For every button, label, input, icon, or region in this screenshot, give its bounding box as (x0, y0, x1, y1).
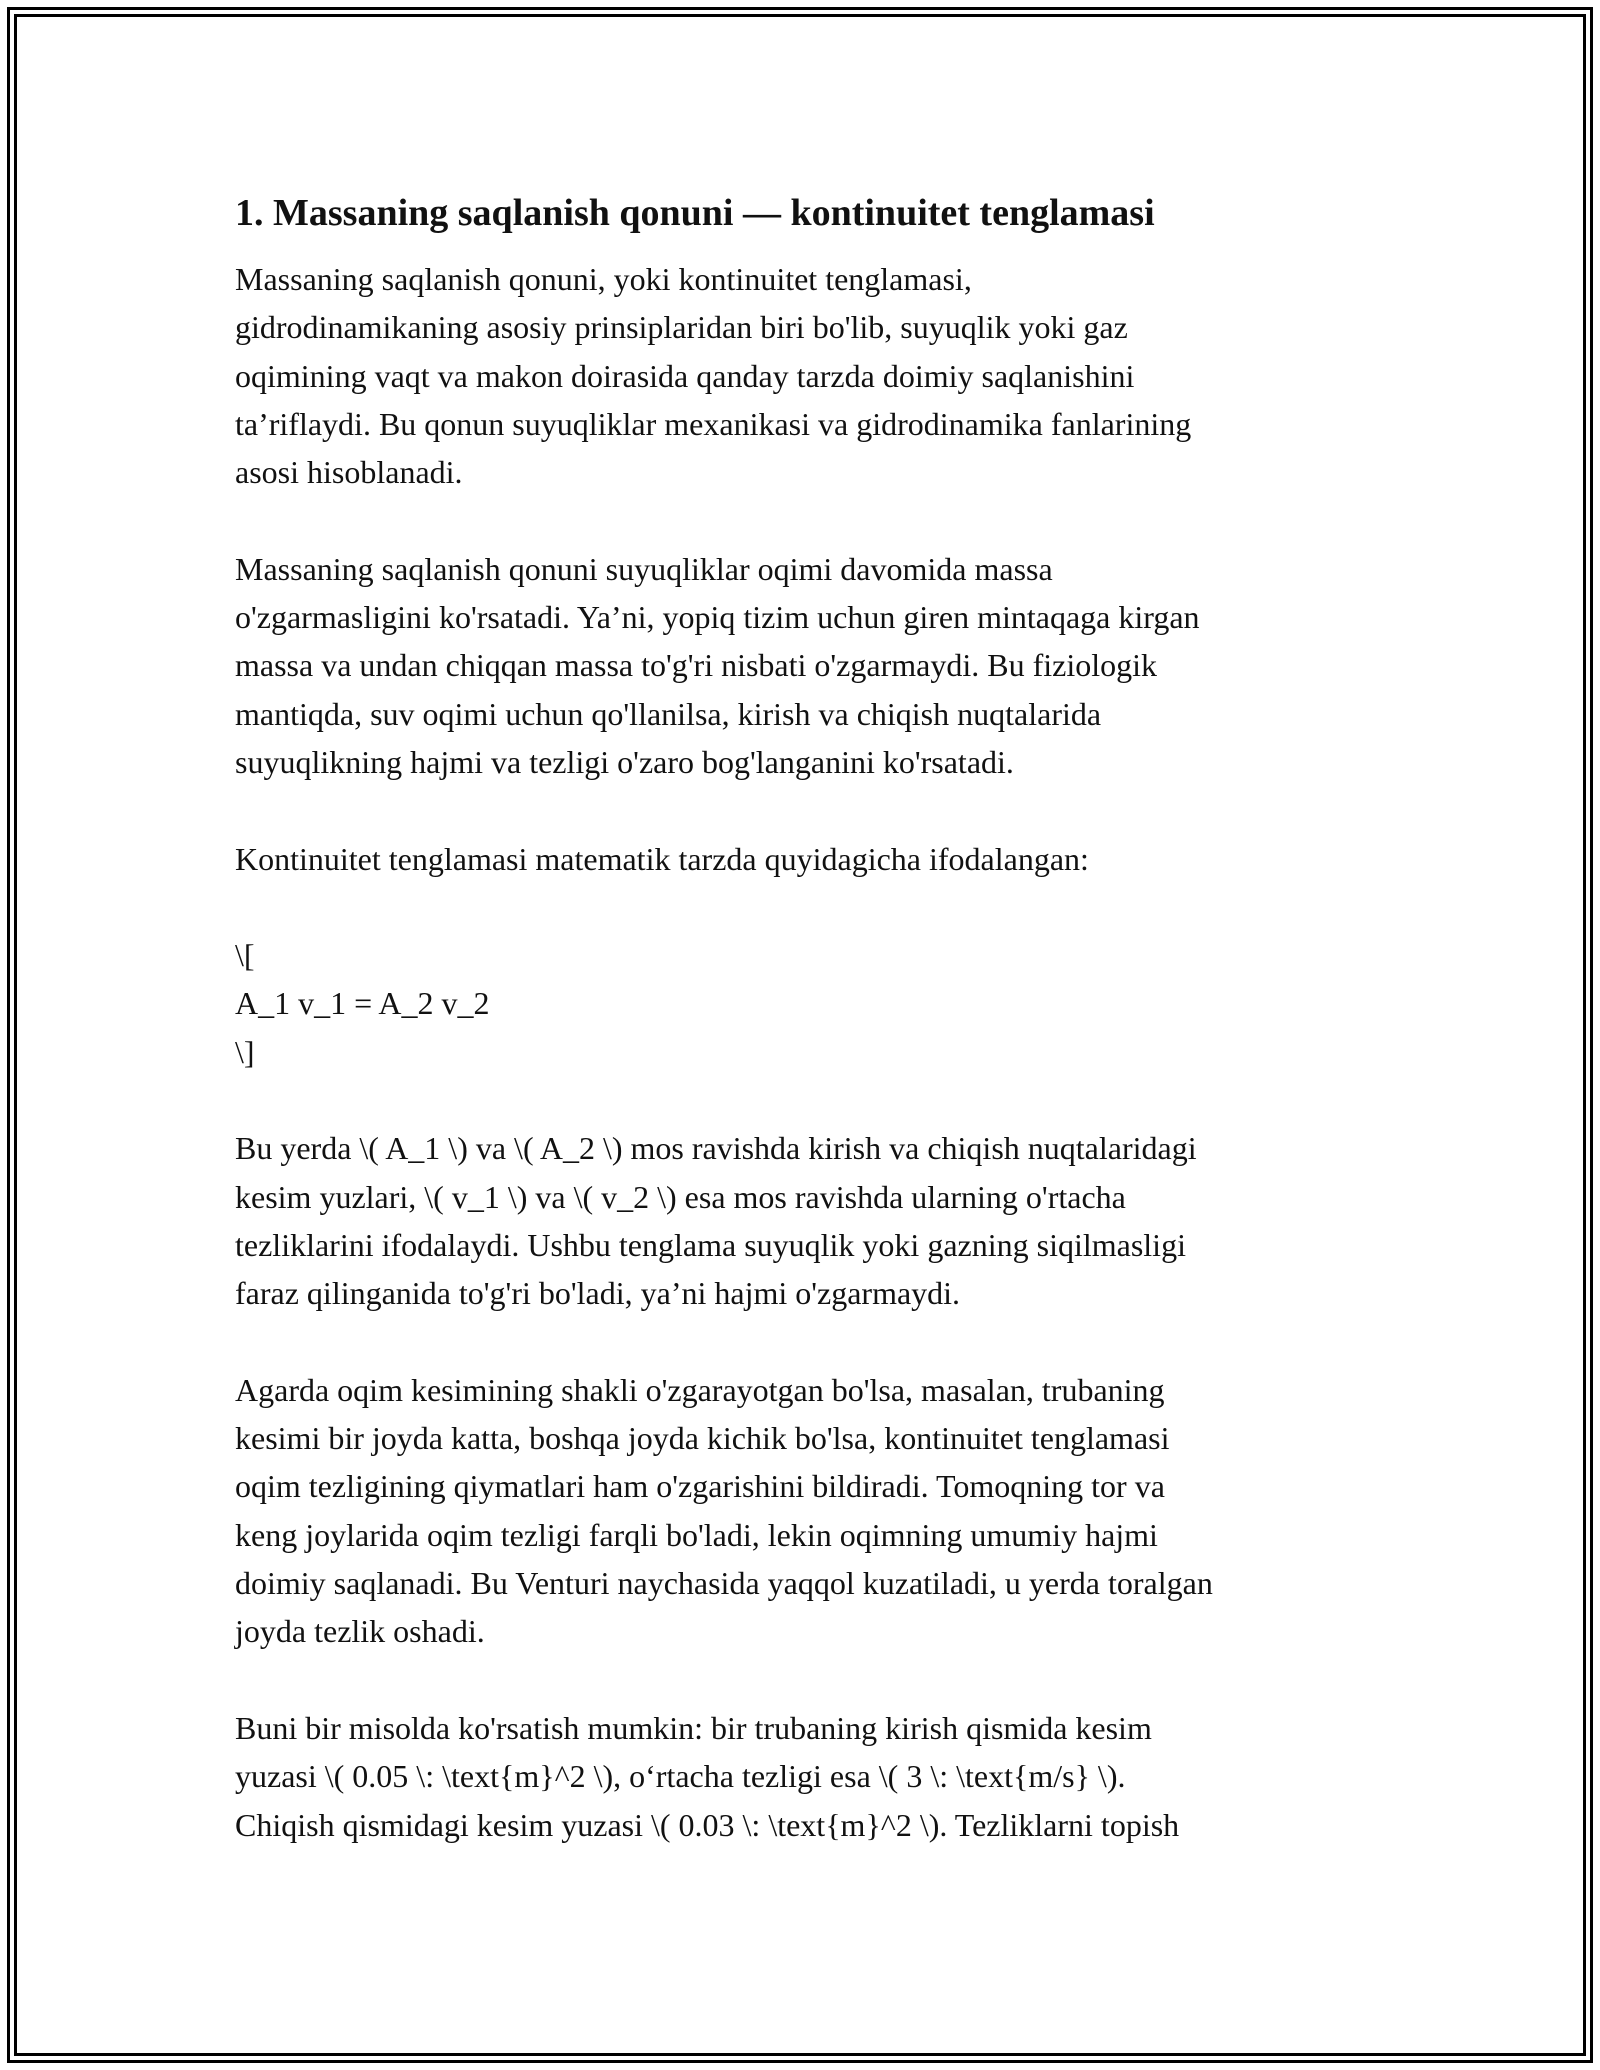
text-line: oqim tezligining qiymatlari ham o'zgarishini bildiradi. Tomoqning tor va (235, 1468, 1165, 1505)
text-line: Buni bir misolda ko'rsatish mumkin: bir trubaning kirish qismida kesim (235, 1709, 1152, 1746)
equation-block (235, 931, 1385, 1076)
paragraph-formula-intro (235, 835, 1385, 883)
text-line: Massaning saqlanish qonuni suyuqliklar oqimi davomida massa (235, 550, 1053, 587)
text-line: Massaning saqlanish qonuni, yoki kontinuitet tenglamasi, (235, 261, 972, 297)
text-line: Agarda oqim kesimining shakli o'zgarayotgan bo'lsa, masalan, trubaning (235, 1371, 1165, 1408)
text-line: ta’riflaydi. Bu qonun suyuqliklar mexanikasi va gidrodinamika fanlarining (235, 405, 1192, 442)
text-line: faraz qilinganida to'g'ri bo'ladi, ya’ni hajmi o'zgarmaydi. (235, 1275, 961, 1312)
equation-line: \] (235, 1033, 255, 1070)
text-line: mantiqda, suv oqimi uchun qo'llanilsa, kirish va chiqish nuqtalarida (235, 695, 1102, 732)
equation-line: A_1 v_1 = A_2 v_2 (235, 985, 490, 1022)
paragraph-venturi (235, 1366, 1385, 1656)
text-line: oqimining vaqt va makon doirasida qanday tarzda doimiy saqlanishini (235, 357, 1135, 394)
text-line: yuzasi \( 0.05 \: \text{m}^2 \), o‘rtacha tezligi esa \( 3 \: \text{m/s} \). (235, 1758, 1126, 1795)
section-heading: 1. Massaning saqlanish qonuni — kontinuitet tenglamasi (235, 192, 1155, 234)
text-line: o'zgarmasligini ko'rsatadi. Ya’ni, yopiq tizim uchun giren mintaqaga kirgan (235, 599, 1200, 636)
document-body (235, 185, 1385, 1897)
text-line: tezliklarini ifodalaydi. Ushbu tenglama suyuqlik yoki gazning siqilmasligi (235, 1226, 1186, 1263)
equation-line: \[ (235, 937, 255, 974)
text-line: keng joylarida oqim tezligi farqli bo'ladi, lekin oqimning umumiy hajmi (235, 1516, 1158, 1553)
paragraph-intro (235, 255, 1385, 496)
text-line: doimiy saqlanadi. Bu Venturi naychasida yaqqol kuzatiladi, u yerda toralgan (235, 1565, 1213, 1602)
paragraph-variables (235, 1124, 1385, 1317)
text-line: Bu yerda \( A_1 \) va \( A_2 \) mos ravishda kirish va chiqish nuqtalaridagi (235, 1130, 1197, 1167)
text-line: kesim yuzlari, \( v_1 \) va \( v_2 \) esa mos ravishda ularning o'rtacha (235, 1178, 1126, 1215)
text-line: massa va undan chiqqan massa to'g'ri nisbati o'zgarmaydi. Bu fiziologik (235, 647, 1157, 684)
text-line: kesimi bir joyda katta, boshqa joyda kichik bo'lsa, kontinuitet tenglamasi (235, 1420, 1170, 1457)
text-line: asosi hisoblanadi. (235, 454, 463, 491)
text-line: suyuqlikning hajmi va tezligi o'zaro bog'langanini ko'rsatadi. (235, 743, 1014, 780)
text-line: Chiqish qismidagi kesim yuzasi \( 0.03 \: \text{m}^2 \). Tezliklarni topish (235, 1806, 1180, 1843)
paragraph-mass-conservation (235, 545, 1385, 786)
text-line: joyda tezlik oshadi. (235, 1613, 485, 1650)
text-line: gidrodinamikaning asosiy prinsiplaridan biri bo'lib, suyuqlik yoki gaz (235, 309, 1128, 346)
paragraph-example (235, 1704, 1385, 1849)
text-line: Kontinuitet tenglamasi matematik tarzda quyidagicha ifodalangan: (235, 840, 1089, 877)
